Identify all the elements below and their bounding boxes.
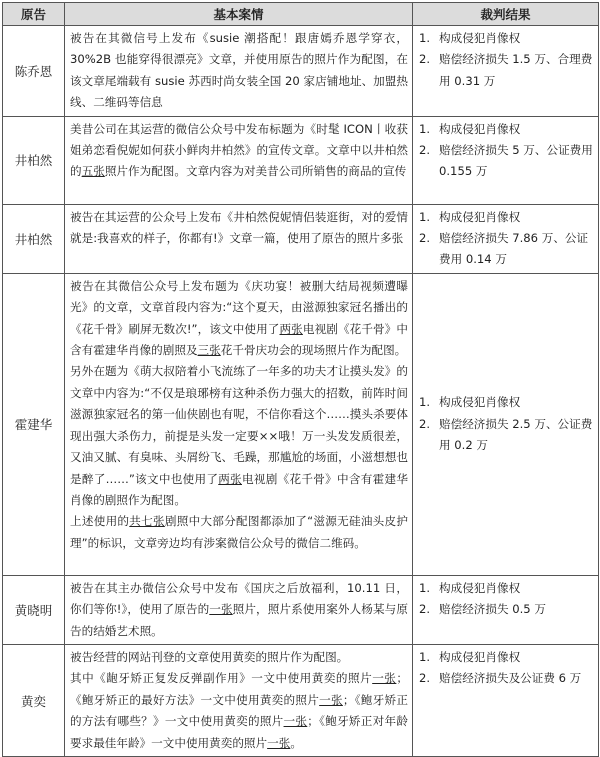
result-item xyxy=(419,414,594,457)
plaintiff-cell: 井柏然 xyxy=(3,116,65,204)
result-text: 赔偿经济损失 1.5 万、合理费用 0.31 万 xyxy=(439,52,593,88)
result-item xyxy=(419,647,594,668)
facts-text: 被告在其微信公众号上发布题为《庆功宴！被删大结局视频遭曝光》的文章，文章首段内容为:“这个夏天，由滋源独家冠名播出的《花千骨》刷屏无数次!”，该文中使用了 xyxy=(70,278,408,336)
result-item xyxy=(419,207,594,228)
facts-text: 电视剧《花千骨》中含有霍建华肖像的剧照作为配图。 xyxy=(70,471,408,507)
facts-text: 被告在其运营的公众号上发布《井柏然倪妮情侣装逛街，对的爱情就是:我喜欢的样子，你都有!》文章一篇，使用了原告的照片多张 xyxy=(70,209,408,246)
result-text: 赔偿经济损失 5 万、公证费用 0.155 万 xyxy=(439,143,593,179)
result-item xyxy=(419,49,594,92)
result-number: 1. xyxy=(419,395,431,410)
facts-underlined-text: 两张 xyxy=(279,321,303,336)
result-text: 赔偿经济损失 0.5 万 xyxy=(439,602,546,617)
facts-underlined-text: 一张 xyxy=(209,602,233,617)
result-cell xyxy=(413,273,599,575)
plaintiff-cell: 黄晓明 xyxy=(3,575,65,644)
result-number: 1. xyxy=(419,121,431,136)
facts-text: ；《鲍牙矫正的最好方法》一文中使用黄奕的照片 xyxy=(70,671,408,707)
result-text: 赔偿经济损失 7.86 万、公证费用 0.14 万 xyxy=(439,231,589,267)
header-result: 裁判结果 xyxy=(413,3,599,26)
facts-text: 被告在其微信号上发布《susie 潮搭配！跟唐嫣乔恩学穿衣，30%2B 也能穿得很漂亮》文章，并使用原告的照片作为配图，在该文章尾端载有 susie 苏西时尚女装全国 20 家店铺地址、加盟热线、二维码等信息 xyxy=(70,31,408,110)
facts-cell xyxy=(65,645,413,757)
facts-text: 另外在题为《萌大叔陪着小飞流练了一年多的功夫才让摸头发》的文章中内容为:“不仅是琅琊榜有这种杀伤力强大的招数，前阵时间滋源独家冠名的第一仙侠剧也有呢，不信你看这个……摸头杀要体现出强大杀伤力，前提是头发一定要××哦！万一头发发质很差，又油又腻、有臭味、头屑纷飞、毛躁，那尴尬的场面，小滋想想也是醉了……”该文中也使用了 xyxy=(70,364,408,486)
facts-text: 美昔公司在其运营的微信公众号中发布标题为《时髦 ICON丨收获姐弟恋看倪妮如何获小鲜肉井柏然》的宣传文章。文章中以井柏然的 xyxy=(70,121,408,179)
facts-paragraph xyxy=(70,578,408,642)
facts-cell xyxy=(65,116,413,204)
result-number: 2. xyxy=(419,416,431,431)
result-cell xyxy=(413,26,599,117)
result-item xyxy=(419,28,594,49)
table-row xyxy=(3,26,599,117)
result-number: 1. xyxy=(419,650,431,665)
table-row xyxy=(3,575,599,644)
plaintiff-cell: 井柏然 xyxy=(3,204,65,273)
facts-text: 照片作为配图。文章内容为对美昔公司所销售的商品的宣传 xyxy=(104,164,407,179)
result-number: 2. xyxy=(419,143,431,158)
facts-paragraph xyxy=(70,28,408,114)
table-row xyxy=(3,645,599,757)
facts-text: 电视剧《花千骨》中含有霍建华肖像的剧照及 xyxy=(70,321,408,358)
facts-text: ；《鲍牙矫正对年龄要求最佳年龄》一文中使用黄奕的照片 xyxy=(70,714,408,750)
table-row xyxy=(3,116,599,204)
table-header-row xyxy=(3,3,599,26)
result-text: 构成侵犯肖像权 xyxy=(439,31,521,45)
facts-text: 。 xyxy=(290,735,302,750)
result-text: 赔偿经济损失 2.5 万、公证费用 0.2 万 xyxy=(439,416,593,453)
facts-underlined-text: 两张 xyxy=(218,471,242,486)
facts-underlined-text: 五张 xyxy=(81,164,105,179)
result-number: 1. xyxy=(419,580,431,595)
facts-underlined-text: 一张 xyxy=(372,671,397,686)
facts-underlined-text: 三张 xyxy=(197,343,221,358)
header-facts: 基本案情 xyxy=(65,3,413,26)
result-text: 构成侵犯肖像权 xyxy=(439,121,521,136)
facts-text: 被告在其主办微信公众号中发布《国庆之后放福利，10.11 日，你们等你!》，使用了原告的 xyxy=(70,580,408,617)
plaintiff-cell: 霍建华 xyxy=(3,273,65,575)
result-number: 1. xyxy=(419,31,431,45)
facts-cell xyxy=(65,26,413,117)
facts-cell xyxy=(65,273,413,575)
result-text: 构成侵犯肖像权 xyxy=(439,650,521,665)
result-item xyxy=(419,228,594,271)
result-item xyxy=(419,392,594,413)
facts-paragraph xyxy=(70,207,408,250)
plaintiff-cell: 黄奕 xyxy=(3,645,65,757)
result-number: 1. xyxy=(419,209,431,224)
result-text: 构成侵犯肖像权 xyxy=(439,209,521,224)
result-number: 2. xyxy=(419,52,431,67)
result-text: 赔偿经济损失及公证费 6 万 xyxy=(439,671,582,686)
facts-paragraph xyxy=(70,647,408,668)
result-cell xyxy=(413,575,599,644)
facts-text: 上述使用的 xyxy=(70,514,130,529)
facts-paragraph xyxy=(70,511,408,554)
facts-paragraph xyxy=(70,361,408,511)
facts-text: 被告经营的网站刊登的文章使用黄奕的照片作为配图。 xyxy=(70,650,349,665)
facts-text: 花千骨庆功会的现场照片作为配图。 xyxy=(220,343,407,358)
plaintiff-cell: 陈乔恩 xyxy=(3,26,65,117)
result-item xyxy=(419,668,594,689)
result-number: 2. xyxy=(419,231,431,246)
result-item xyxy=(419,119,594,140)
result-item xyxy=(419,578,594,599)
facts-cell xyxy=(65,575,413,644)
result-number: 2. xyxy=(419,602,431,617)
facts-text: 其中《龅牙矫正复发反弹副作用》一文中使用黄奕的照片 xyxy=(70,671,373,686)
facts-underlined-text: 一张 xyxy=(283,714,308,729)
header-plaintiff: 原告 xyxy=(3,3,65,26)
facts-paragraph xyxy=(70,668,408,754)
facts-text: ；《鲍牙矫正的方法有哪些？》一文中使用黄奕的照片 xyxy=(70,692,408,729)
judgment-table xyxy=(2,2,599,757)
result-cell xyxy=(413,116,599,204)
facts-underlined-text: 一张 xyxy=(267,735,291,750)
facts-underlined-text: 一张 xyxy=(319,692,343,707)
facts-paragraph xyxy=(70,276,408,362)
table-row xyxy=(3,204,599,273)
facts-text: 剧照中大部分配图都添加了“滋源无硅油头皮护理”的标识，文章旁边均有涉案微信公众号的微信二维码。 xyxy=(70,514,408,550)
result-text: 构成侵犯肖像权 xyxy=(439,580,521,595)
result-cell xyxy=(413,645,599,757)
facts-underlined-text: 共七张 xyxy=(129,514,165,529)
result-item xyxy=(419,140,594,183)
result-item xyxy=(419,599,594,620)
facts-cell xyxy=(65,204,413,273)
table-row xyxy=(3,273,599,575)
result-cell xyxy=(413,204,599,273)
facts-paragraph xyxy=(70,119,408,183)
result-text: 构成侵犯肖像权 xyxy=(439,395,521,410)
result-number: 2. xyxy=(419,671,431,686)
facts-text: 照片，照片系使用案外人杨某与原告的结婚艺术照。 xyxy=(70,602,408,638)
